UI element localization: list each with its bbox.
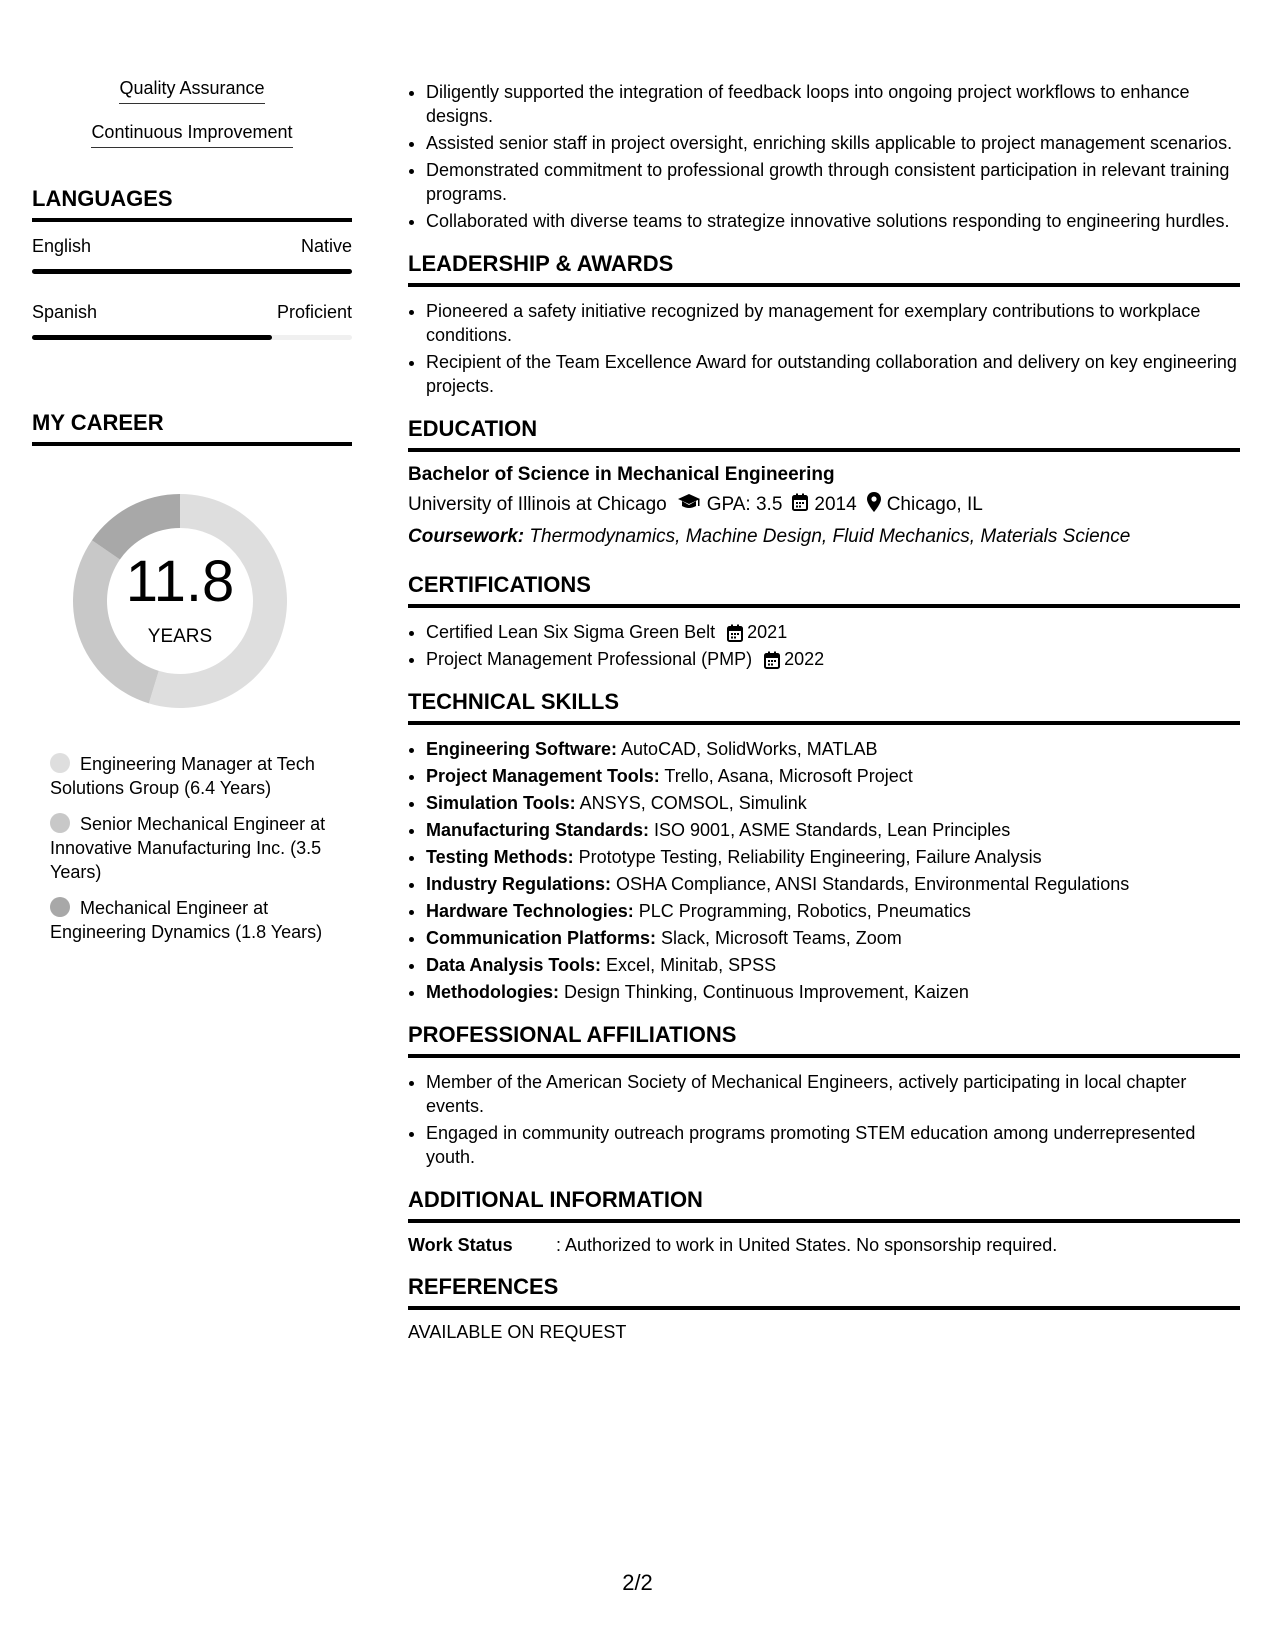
graduation-cap-icon (677, 493, 701, 517)
skill-values: Design Thinking, Continuous Improvement, Kaizen (559, 982, 969, 1002)
skill-values: AutoCAD, SolidWorks, MATLAB (617, 739, 878, 759)
legend-dot-icon (50, 753, 70, 773)
career-heading: MY CAREER (32, 410, 352, 446)
legend-dot-icon (50, 897, 70, 917)
career-role-text: Engineering Manager at Tech Solutions Group (6.4 Years) (50, 754, 315, 798)
skill-category: Manufacturing Standards: (426, 820, 650, 840)
skill-values: ANSYS, COMSOL, Simulink (575, 793, 807, 813)
certifications-list (408, 620, 1240, 671)
right-column (408, 80, 1240, 1343)
technical-skills-heading: TECHNICAL SKILLS (408, 689, 1240, 725)
language-level: Proficient (276, 302, 352, 322)
language-item (32, 236, 352, 274)
certification-name: Certified Lean Six Sigma Green Belt (426, 622, 716, 642)
affiliations-heading: PROFESSIONAL AFFILIATIONS (408, 1022, 1240, 1058)
skill-category: Hardware Technologies: (426, 901, 634, 921)
skill-values: Prototype Testing, Reliability Engineering, Failure Analysis (573, 847, 1042, 867)
language-level: Native (300, 236, 352, 256)
education-details (408, 492, 1240, 518)
education-gpa: GPA: 3.5 (706, 494, 783, 515)
skill-category: Communication Platforms: (426, 928, 657, 948)
skill-values: Trello, Asana, Microsoft Project (659, 766, 913, 786)
language-proficiency-fill (32, 269, 352, 274)
education-school: University of Illinois at Chicago (408, 494, 667, 515)
skill-category: Testing Methods: (426, 847, 574, 867)
additional-info-heading: ADDITIONAL INFORMATION (408, 1187, 1240, 1223)
skills-tags (32, 78, 352, 166)
career-donut-chart (65, 486, 295, 716)
certification-year: 2021 (747, 622, 788, 642)
language-proficiency-bar (32, 269, 352, 274)
skill-category: Engineering Software: (426, 739, 618, 759)
location-pin-icon (867, 492, 881, 518)
education-coursework (408, 526, 1240, 548)
work-status-row (408, 1235, 1240, 1256)
skill-values: Slack, Microsoft Teams, Zoom (656, 928, 902, 948)
references-text: AVAILABLE ON REQUEST (408, 1322, 627, 1342)
skill-values: ISO 9001, ASME Standards, Lean Principles (649, 820, 1011, 840)
coursework-label: Coursework: (408, 526, 525, 547)
list-item: • Member of the American Society of Mechanical Engineers, actively participating in local chapter events. (426, 1070, 1240, 1118)
list-item: • Demonstrated commitment to professional growth through consistent participation in relevant training programs. (426, 158, 1240, 206)
certification-name: Project Management Professional (PMP) (426, 649, 753, 669)
list-item: • Pioneered a safety initiative recognized by management for exemplary contributions to workplace conditions. (426, 299, 1240, 347)
legend-dot-icon (50, 813, 70, 833)
skill-values: PLC Programming, Robotics, Pneumatics (633, 901, 971, 921)
technical-skill-item (426, 737, 1240, 761)
calendar-icon (792, 493, 808, 517)
skill-category: Project Management Tools: (426, 766, 660, 786)
list-item: • Engaged in community outreach programs promoting STEM education among underrepresented youth. (426, 1121, 1240, 1169)
left-column (32, 78, 352, 956)
technical-skill-item (426, 980, 1240, 1004)
certifications-heading: CERTIFICATIONS (408, 572, 1240, 608)
work-status-label: Work Status (408, 1235, 513, 1255)
career-role-text: Mechanical Engineer at Engineering Dynamics (1.8 Years) (50, 898, 323, 942)
language-name: Spanish (32, 302, 98, 322)
technical-skill-item (426, 953, 1240, 977)
certification-item (426, 620, 1240, 644)
leadership-heading: LEADERSHIP & AWARDS (408, 251, 1240, 287)
technical-skill-item (426, 791, 1240, 815)
education-heading: EDUCATION (408, 416, 1240, 452)
calendar-icon (727, 624, 743, 642)
leadership-list (408, 299, 1240, 398)
certification-item (426, 647, 1240, 671)
technical-skill-item (426, 899, 1240, 923)
certification-year: 2022 (784, 649, 825, 669)
career-role-text: Senior Mechanical Engineer at Innovative Manufacturing Inc. (3.5 Years) (50, 814, 326, 882)
language-item (32, 302, 352, 340)
skill-tag: Continuous Improvement (91, 122, 292, 148)
career-total-years: 11.8 (125, 549, 235, 614)
languages-heading: LANGUAGES (32, 186, 352, 222)
skill-category: Data Analysis Tools: (426, 955, 602, 975)
career-legend (50, 752, 330, 944)
technical-skill-item (426, 764, 1240, 788)
education-year: 2014 (814, 494, 857, 515)
page-number: 2/2 (622, 1570, 653, 1595)
skill-category: Simulation Tools: (426, 793, 576, 813)
list-item: • Recipient of the Team Excellence Award for outstanding collaboration and delivery on key engineering projects. (426, 350, 1240, 398)
career-legend-item (50, 752, 330, 800)
skill-tag: Quality Assurance (119, 78, 264, 104)
skill-category: Industry Regulations: (426, 874, 612, 894)
language-proficiency-fill (32, 335, 272, 340)
skill-values: Excel, Minitab, SPSS (601, 955, 777, 975)
references-heading: REFERENCES (408, 1274, 1240, 1310)
career-legend-item (50, 896, 330, 944)
career-years-label: YEARS (147, 626, 213, 647)
technical-skills-list (408, 737, 1240, 1004)
education-degree: Bachelor of Science in Mechanical Engineering (408, 464, 835, 485)
technical-skill-item (426, 845, 1240, 869)
education-location: Chicago, IL (886, 494, 983, 515)
coursework-text: Thermodynamics, Machine Design, Fluid Mechanics, Materials Science (529, 526, 1131, 547)
career-legend-item (50, 812, 330, 884)
affiliations-list (408, 1070, 1240, 1169)
calendar-icon (764, 651, 780, 669)
list-item: • Diligently supported the integration of feedback loops into ongoing project workflows to enhance designs. (426, 80, 1240, 128)
list-item: • Assisted senior staff in project oversight, enriching skills applicable to project management scenarios. (426, 131, 1240, 155)
experience-bullets (408, 80, 1240, 233)
work-status-value: : Authorized to work in United States. No sponsorship required. (556, 1235, 1058, 1255)
technical-skill-item (426, 818, 1240, 842)
list-item: • Collaborated with diverse teams to strategize innovative solutions responding to engineering hurdles. (426, 209, 1240, 233)
language-name: English (32, 236, 92, 256)
skill-values: OSHA Compliance, ANSI Standards, Environmental Regulations (611, 874, 1130, 894)
skill-category: Methodologies: (426, 982, 559, 1002)
technical-skill-item (426, 872, 1240, 896)
language-proficiency-bar (32, 335, 352, 340)
technical-skill-item (426, 926, 1240, 950)
